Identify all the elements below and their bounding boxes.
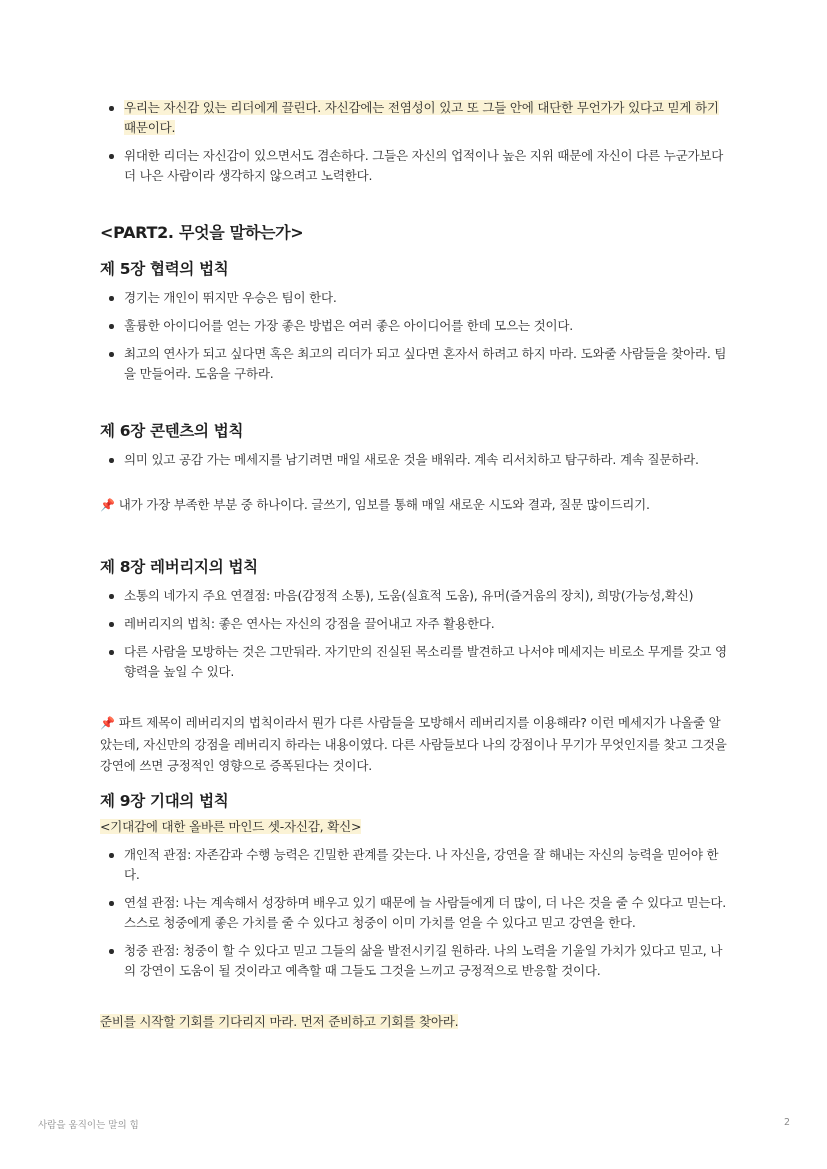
chapter-6-list bbox=[100, 450, 730, 470]
list-item-text: 소통의 네가지 주요 연결점: 마음(감정적 소통), 도움(실효적 도움), 유머(즐거움의 장치), 희망(가능성,확신) bbox=[124, 588, 694, 603]
list-item-text: 개인적 관점: 자존감과 수행 능력은 긴밀한 관계를 갖는다. 나 자신을, 강연을 잘 해내는 자신의 능력을 믿어야 한다. bbox=[124, 847, 719, 882]
chapter-6-title: 제 6장 콘텐츠의 법칙 bbox=[100, 422, 244, 440]
closing-statement bbox=[100, 1011, 730, 1032]
highlighted-text: 우리는 자신감 있는 리더에게 끌린다. 자신감에는 전염성이 있고 또 그들 안에 대단한 무언가가 있다고 믿게 하기 때문이다. bbox=[124, 100, 719, 135]
list-item bbox=[100, 450, 730, 470]
chapter-9-list bbox=[100, 845, 730, 981]
list-item-text: 경기는 개인이 뛰지만 우승은 팀이 한다. bbox=[124, 290, 337, 305]
chapter-6-note bbox=[100, 494, 730, 516]
list-item bbox=[100, 344, 730, 384]
part-title: <PART2. 무엇을 말하는가> bbox=[100, 223, 304, 242]
page-content bbox=[100, 98, 730, 1032]
list-item bbox=[100, 98, 730, 138]
list-item-text: 청중 관점: 청중이 할 수 있다고 믿고 그들의 삶을 발전시키길 원하라. 나의 노력을 기울일 가치가 있다고 믿고, 나의 강연이 도움이 될 것이라고 예측할 때 그들도 그것을 느끼고 긍정적으로 반응할 것이다. bbox=[124, 943, 723, 978]
page-number: 2 bbox=[784, 1117, 791, 1128]
list-item-text: 최고의 연사가 되고 싶다면 혹은 최고의 리더가 되고 싶다면 혼자서 하려고 하지 마라. 도와줄 사람들을 찾아라. 팀을 만들어라. 도움을 구하라. bbox=[124, 346, 727, 381]
intro-list bbox=[100, 98, 730, 186]
chapter-8-note bbox=[100, 712, 730, 776]
footer-title: 사람을 움직이는 말의 힘 bbox=[38, 1120, 139, 1131]
chapter-8-title: 제 8장 레버리지의 법칙 bbox=[100, 558, 258, 576]
list-item-text: 위대한 리더는 자신감이 있으면서도 겸손하다. 그들은 자신의 업적이나 높은 지위 때문에 자신이 다른 누군가보다 더 나은 사람이라 생각하지 않으려고 노력한다. bbox=[124, 148, 724, 183]
pin-icon: 📌 bbox=[100, 716, 115, 730]
list-item bbox=[100, 893, 730, 933]
list-item bbox=[100, 316, 730, 336]
list-item bbox=[100, 941, 730, 981]
chapter-9-title: 제 9장 기대의 법칙 bbox=[100, 792, 229, 810]
list-item bbox=[100, 146, 730, 186]
list-item-text: 다른 사람을 모방하는 것은 그만둬라. 자기만의 진실된 목소리를 발견하고 나서야 메세지는 비로소 무게를 갖고 영향력을 높일 수 있다. bbox=[124, 644, 727, 679]
list-item bbox=[100, 845, 730, 885]
list-item bbox=[100, 586, 730, 606]
chapter-9-subtitle bbox=[100, 816, 730, 837]
list-item bbox=[100, 288, 730, 308]
chapter-8-list bbox=[100, 586, 730, 682]
chapter-5-title: 제 5장 협력의 법칙 bbox=[100, 260, 229, 278]
note-text: 파트 제목이 레버리지의 법칙이라서 뭔가 다른 사람들을 모방해서 레버리지를 이용해라? 이런 메세지가 나올줄 알았는데, 자신만의 강점을 레버리지 하라는 내용이였다. 다른 사람들보다 나의 강점이나 무기가 무엇인지를 찾고 그것을 강연에 쓰면 긍정적인 영향으로 증폭된다는 것이다. bbox=[100, 715, 727, 773]
highlighted-text: <기대감에 대한 올바른 마인드 셋-자신감, 확신> bbox=[100, 819, 362, 834]
list-item-text: 연설 관점: 나는 계속해서 성장하며 배우고 있기 때문에 늘 사람들에게 더 많이, 더 나은 것을 줄 수 있다고 믿는다. 스스로 청중에게 좋은 가치를 줄 수 있다고 청중이 이미 가치를 얻을 수 있다고 믿고 강연을 한다. bbox=[124, 895, 726, 930]
pin-icon: 📌 bbox=[100, 498, 115, 512]
list-item-text: 훌륭한 아이디어를 얻는 가장 좋은 방법은 여러 좋은 아이디어를 한데 모으는 것이다. bbox=[124, 318, 574, 333]
note-text: 내가 가장 부족한 부분 중 하나이다. 글쓰기, 임보를 통해 매일 새로운 시도와 결과, 질문 많이드리기. bbox=[118, 497, 650, 512]
list-item-text: 의미 있고 공감 가는 메세지를 남기려면 매일 새로운 것을 배워라. 계속 리서치하고 탐구하라. 계속 질문하라. bbox=[124, 452, 699, 467]
highlighted-text: 준비를 시작할 기회를 기다리지 마라. 먼저 준비하고 기회를 찾아라. bbox=[100, 1014, 459, 1029]
list-item-text: 레버리지의 법칙: 좋은 연사는 자신의 강점을 끌어내고 자주 활용한다. bbox=[124, 616, 495, 631]
chapter-5-list bbox=[100, 288, 730, 384]
list-item bbox=[100, 642, 730, 682]
list-item bbox=[100, 614, 730, 634]
